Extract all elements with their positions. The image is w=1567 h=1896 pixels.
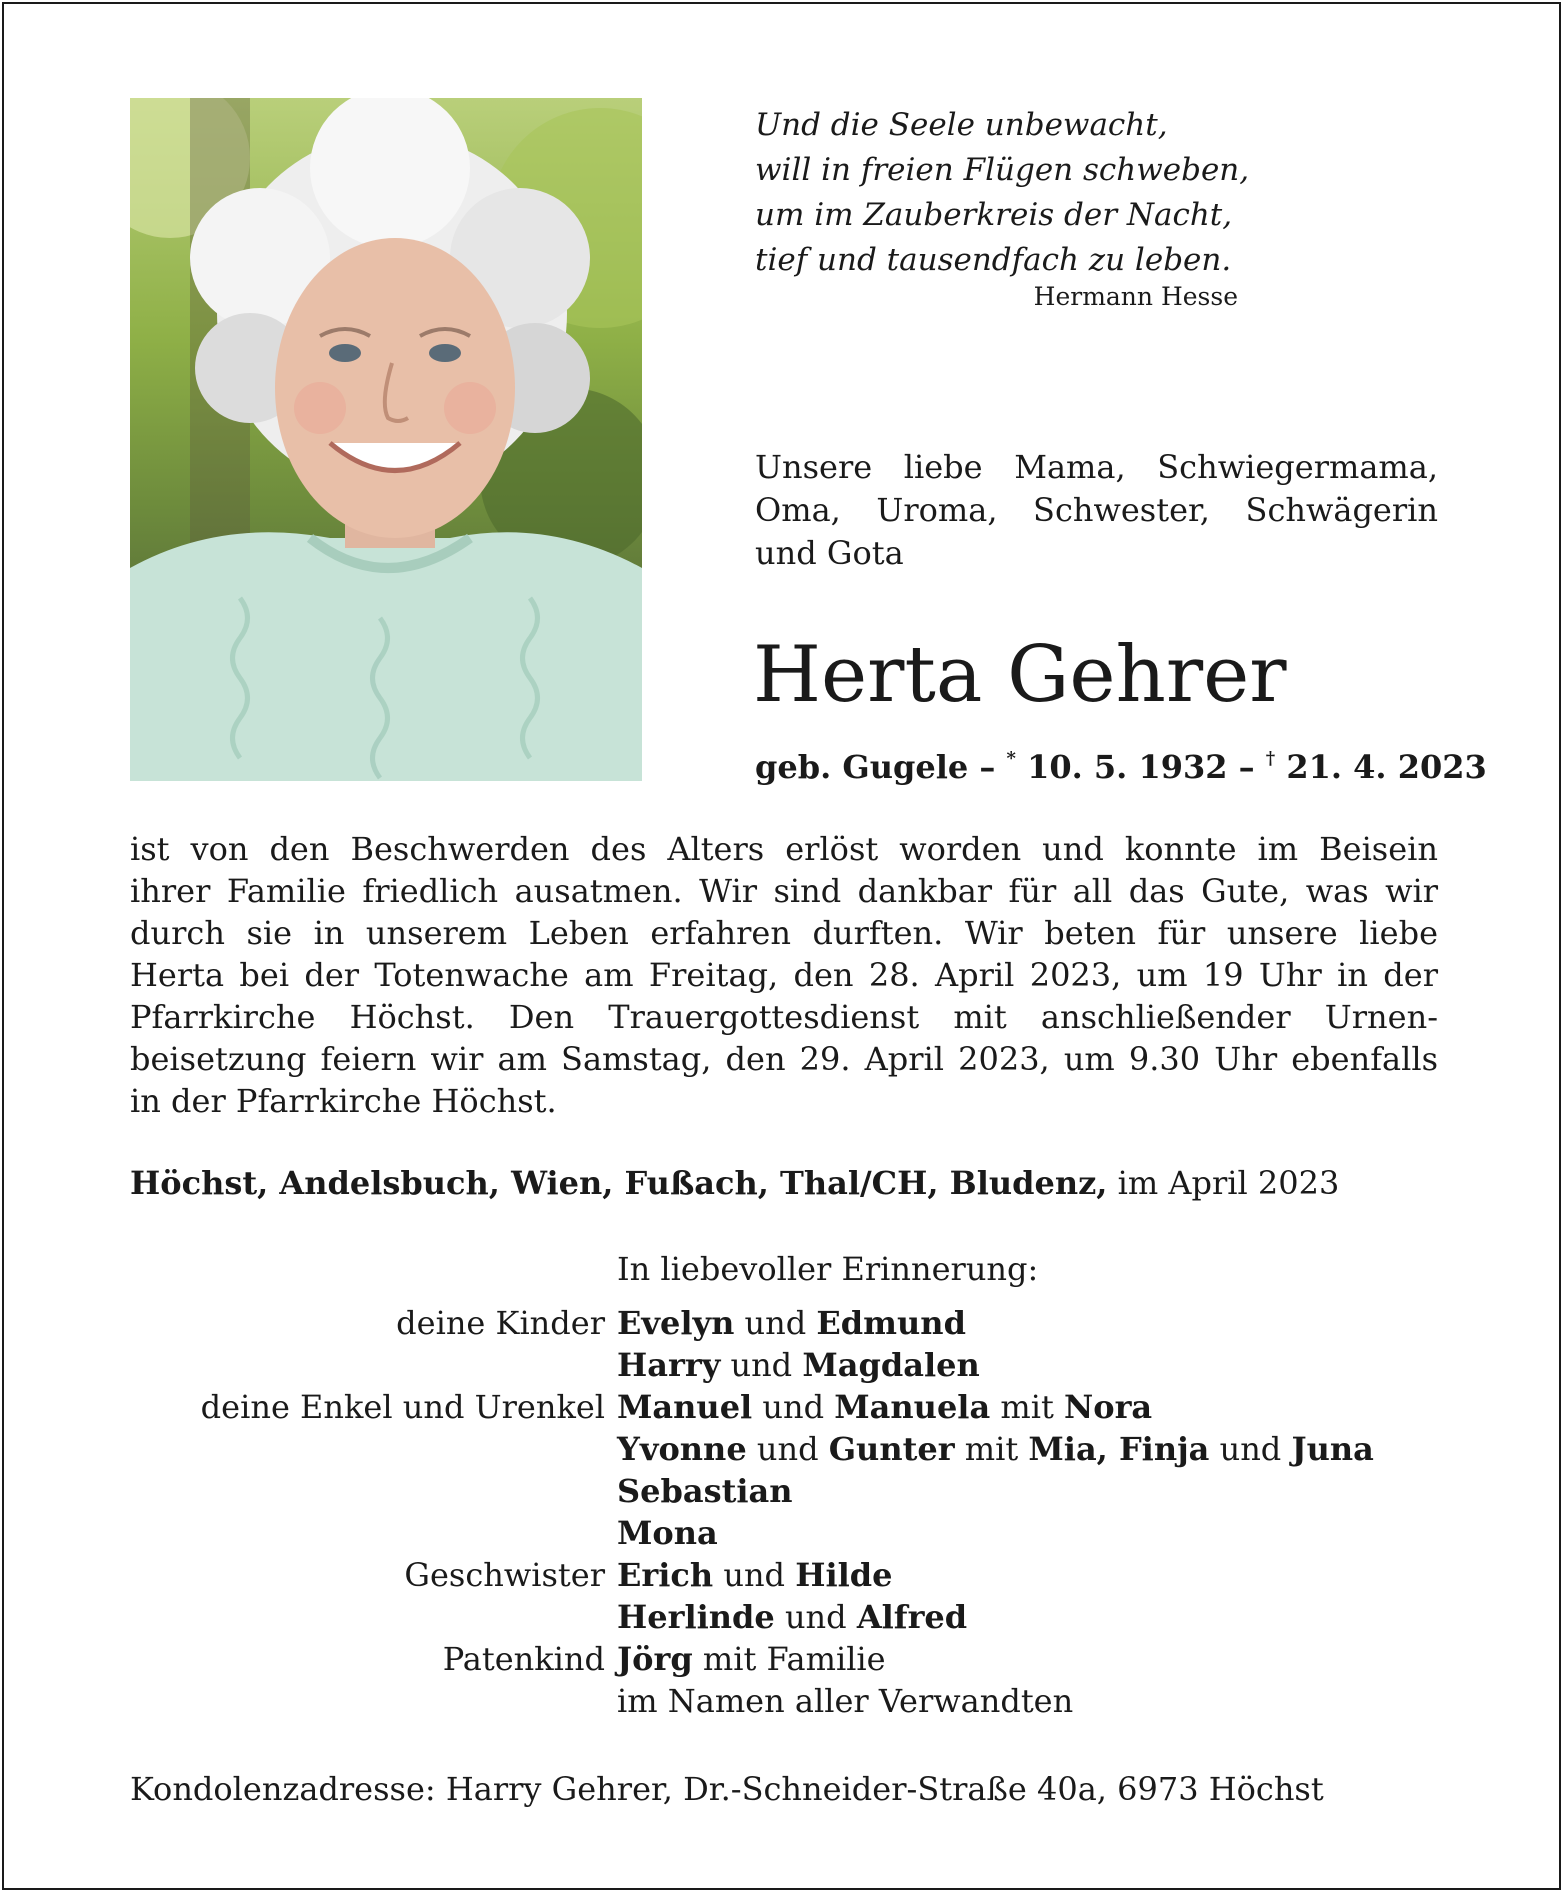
family-row: [0, 1554, 1567, 1596]
family-member-name: Mona: [617, 1514, 718, 1552]
maiden-name: geb. Gugele –: [755, 748, 1007, 786]
family-names: [617, 1386, 1152, 1428]
birth-star: *: [1006, 748, 1016, 769]
places-list: Höchst, Andelsbuch, Wien, Fußach, Thal/CH, Bludenz,: [130, 1164, 1108, 1202]
family-member-name: Yvonne: [617, 1430, 747, 1468]
family-names: [617, 1302, 966, 1344]
intro-text: [755, 446, 1438, 575]
family-connector: und: [774, 1598, 857, 1636]
family-role: deine Enkel und Urenkel: [200, 1388, 605, 1426]
poem-author: Hermann Hesse: [1033, 282, 1238, 311]
family-member-name: Sebastian: [617, 1472, 793, 1510]
family-row: [0, 1638, 1567, 1680]
family-row: [0, 1680, 1567, 1722]
family-names: [617, 1512, 718, 1554]
family-role: deine Kinder: [396, 1304, 605, 1342]
body-line: durch sie in unserem Leben erfahren durften. Wir beten für unsere liebe: [130, 914, 1438, 952]
body-line: beisetzung feiern wir am Samstag, den 29. April 2023, um 9.30 Uhr ebenfalls: [130, 1040, 1438, 1078]
family-connector: und: [720, 1346, 803, 1384]
family-member-name: Magdalen: [802, 1346, 980, 1384]
family-member-name: Mia, Finja: [1028, 1430, 1210, 1468]
places-line: [130, 1164, 1450, 1202]
memory-heading: In liebevoller Erinnerung:: [617, 1250, 1039, 1288]
death-date: 21. 4. 2023: [1275, 748, 1487, 786]
family-names: [617, 1680, 1073, 1722]
family-member-name: Jörg: [617, 1640, 693, 1678]
family-member-name: Alfred: [856, 1598, 968, 1636]
poem: [755, 103, 1255, 283]
family-member-name: Hilde: [795, 1556, 893, 1594]
poem-line: um im Zauberkreis der Nacht,: [755, 197, 1233, 233]
family-connector: und: [734, 1304, 817, 1342]
family-row: [0, 1428, 1567, 1470]
announcement-text: [130, 828, 1438, 1122]
family-member-name: Juna: [1291, 1430, 1374, 1468]
family-member-name: Edmund: [816, 1304, 966, 1342]
poem-line: Und die Seele unbewacht,: [755, 107, 1168, 143]
family-member-name: Nora: [1063, 1388, 1153, 1426]
family-connector: und: [713, 1556, 796, 1594]
family-names: [617, 1596, 967, 1638]
poem-line: tief und tausendfach zu leben.: [755, 242, 1232, 278]
intro-line: Oma, Uroma, Schwester, Schwägerin: [755, 491, 1438, 529]
life-dates: [755, 748, 1487, 786]
family-member-name: Herlinde: [617, 1598, 775, 1636]
family-list: [0, 1302, 1567, 1722]
family-connector: und: [752, 1388, 835, 1426]
family-row: [0, 1386, 1567, 1428]
family-member-name: Erich: [617, 1556, 714, 1594]
family-member-name: Harry: [617, 1346, 721, 1384]
family-connector: und: [1209, 1430, 1292, 1468]
family-names: [617, 1554, 892, 1596]
intro-line: und Gota: [755, 534, 904, 572]
portrait-photo: [130, 98, 642, 781]
death-cross: †: [1265, 748, 1276, 769]
family-names: [617, 1428, 1374, 1470]
body-line: Pfarrkirche Höchst. Den Trauergottesdienst mit anschließender Urnen-: [130, 998, 1438, 1036]
poem-line: will in freien Flügen schweben,: [755, 152, 1250, 188]
family-connector: mit: [954, 1430, 1029, 1468]
family-member-name: Manuela: [834, 1388, 991, 1426]
family-row: [0, 1344, 1567, 1386]
body-line: ihrer Familie friedlich ausatmen. Wir sind dankbar für all das Gute, was wir: [130, 872, 1438, 910]
family-names: [617, 1344, 980, 1386]
body-line: in der Pfarrkirche Höchst.: [130, 1082, 557, 1120]
birth-date: 10. 5. 1932 –: [1015, 748, 1266, 786]
family-member-name: Evelyn: [617, 1304, 735, 1342]
family-names: [617, 1470, 793, 1512]
family-member-name: Gunter: [828, 1430, 955, 1468]
portrait-illustration: [130, 98, 642, 781]
family-row: [0, 1596, 1567, 1638]
family-member-name: Manuel: [617, 1388, 753, 1426]
body-line: Herta bei der Totenwache am Freitag, den 28. April 2023, um 19 Uhr in der: [130, 956, 1438, 994]
deceased-name: Herta Gehrer: [753, 630, 1287, 720]
family-row: [0, 1302, 1567, 1344]
family-names: [617, 1638, 886, 1680]
family-role: Patenkind: [442, 1640, 605, 1678]
family-connector: mit Familie: [692, 1640, 886, 1678]
family-connector: und: [746, 1430, 829, 1468]
family-connector: mit: [990, 1388, 1064, 1426]
family-connector: im Namen aller Verwandten: [617, 1682, 1074, 1720]
places-date: im April 2023: [1107, 1164, 1340, 1202]
family-row: [0, 1470, 1567, 1512]
condolence-address: Kondolenzadresse: Harry Gehrer, Dr.-Schneider-Straße 40a, 6973 Höchst: [130, 1770, 1324, 1808]
family-role: Geschwister: [404, 1556, 605, 1594]
family-row: [0, 1512, 1567, 1554]
intro-line: Unsere liebe Mama, Schwiegermama,: [755, 448, 1438, 486]
body-line: ist von den Beschwerden des Alters erlöst worden und konnte im Beisein: [130, 830, 1438, 868]
